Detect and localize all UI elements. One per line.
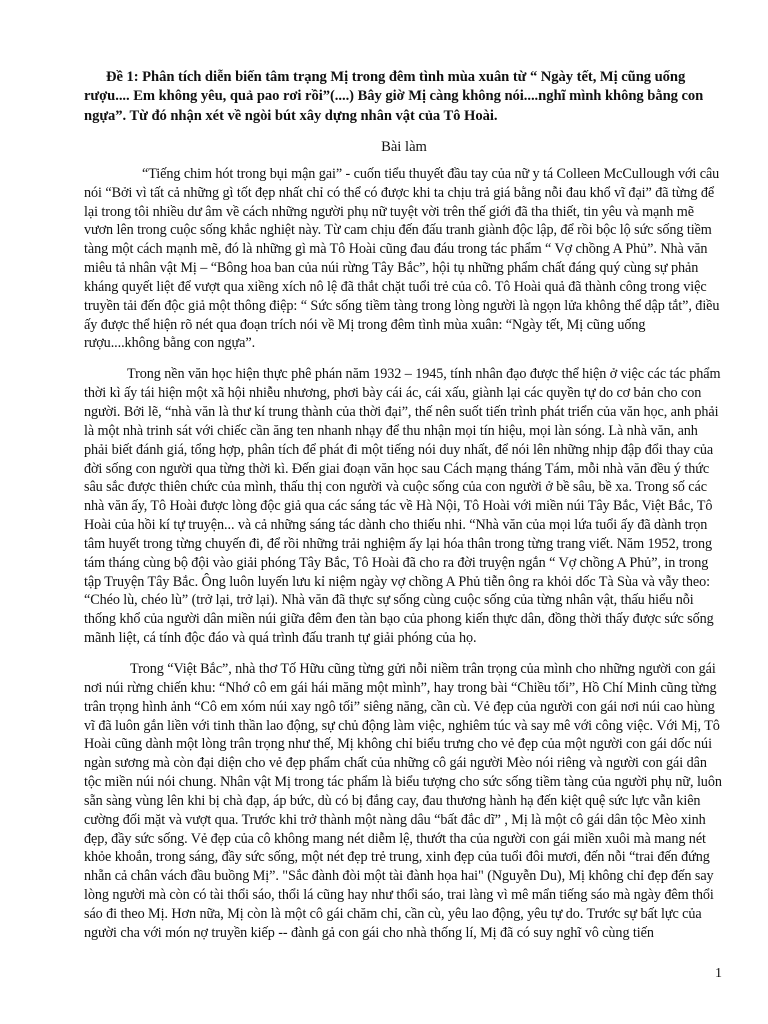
- paragraph-1: “Tiếng chim hót trong bụi mận gai” - cuốn tiểu thuyết đầu tay của nữ y tá Colleen McCullough với câu nói “Bởi vì tất cả những gì tốt đẹp nhất chỉ có thể có được khi ta chịu trả giá bằng nỗi đau khổ vĩ đại” đã từng để lại trong tôi nhiều dư âm về cách những người phụ nữ tuyệt vời trên thế giới đã tha thiết, tin yêu và mạnh mẽ vươn lên trong cuộc sống khắc nghiệt này. Từ cam chịu đến đấu tranh giành độc lập, để rồi bộc lộ sức sống tiềm tàng một cách mạnh mẽ, đó là những gì mà Tô Hoài cũng đau đáu trong tác phẩm “ Vợ chồng A Phủ”. Nhà văn miêu tả nhân vật Mị – “Bông hoa ban của núi rừng Tây Bắc”, hội tụ những phẩm chất đáng quý cùng sự phản kháng quyết liệt để vượt qua xiềng xích nô lệ đã thắt chặt tuổi trẻ của cô. Tô Hoài quả đã thành công trong việc truyền tải đến độc giả một thông điệp: “ Sức sống tiềm tàng trong lòng người là ngọn lửa không thể dập tắt”, điều ấy được thể hiện rõ nét qua đoạn trích nói về Mị trong đêm tình mùa xuân: “Ngày tết, Mị cũng uống rượu....không bằng con ngựa”.: [84, 165, 720, 352]
- document-page: [84, 68, 724, 943]
- essay-title: Đề 1: Phân tích diễn biến tâm trạng Mị trong đêm tình mùa xuân từ “ Ngày tết, Mị cũng uống rượu.... Em không yêu, quả pao rơi rồi”(....) Bây giờ Mị càng không nói....nghĩ mình không bằng con ngựa”. Từ đó nhận xét về ngòi bút xây dựng nhân vật của Tô Hoài.: [84, 69, 704, 124]
- page-number: 1: [715, 966, 722, 981]
- paragraph-2: Trong nền văn học hiện thực phê phán năm 1932 – 1945, tính nhân đạo được thể hiện ở việc các tác phẩm thời kì ấy tái hiện một xã hội nhiễu nhương, phơi bày cái ác, cái xấu, giành lại các quyền tự do cơ bản cho con người. Bởi lẽ, “nhà văn là thư kí trung thành của thời đại”, thế nên suốt tiến trình phát triển của văn học, anh phải là một nhà trinh sát với chiếc cần ăng ten nhanh nhạy để thu nhận mọi tín hiệu, mọi làn sóng. Là nhà văn, anh phải biết đánh giá, tổng hợp, phân tích để phát đi một tiếng nói duy nhất, để nói lên những nhịp đập đổi thay của đời sống con người qua từng thời kì. Đến giai đoạn văn học sau Cách mạng tháng Tám, mỗi nhà văn đều ý thức sâu sắc được thiên chức của mình, thấu thị con người và cuộc sống của con người ở bề sâu, bề xa. Trong số các nhà văn ấy, Tô Hoài được lòng độc giả qua các sáng tác về Hà Nội, Tô Hoài với miền núi Tây Bắc, Việt Bắc, Tô Hoài của hồi kí tự truyện... và cả những sáng tác dành cho thiếu nhi. “Nhà văn của mọi lứa tuổi ấy đã dành trọn tâm huyết trong từng chuyến đi, để rồi những trải nghiệm ấy lại hóa thân trong từng trang viết. Năm 1952, trong tám tháng cùng bộ đội vào giải phóng Tây Bắc, Tô Hoài đã cho ra đời truyện ngắn “ Vợ chồng A Phủ”, in trong tập Truyện Tây Bắc. Ông luôn luyến lưu kỉ niệm ngày vợ chồng A Phủ tiễn ông ra khỏi dốc Tà Sùa và vẫy theo: “Chéo lù, chéo lù” (trở lại, trở lại). Nhà văn đã thực sự sống cùng cuộc sống của từng nhân vật, thấu hiểu nỗi thống khổ của người dân miền núi giữa đêm đen tàn bạo của phong kiến thực dân, đồng thời thấy được sức sống mãnh liệt, cá tính độc đáo và quá trình đấu tranh tự giải phóng của họ.: [84, 366, 721, 647]
- essay-subtitle: Bài làm: [381, 138, 427, 155]
- paragraph-3: Trong “Việt Bắc”, nhà thơ Tố Hữu cũng từng gửi nỗi niềm trân trọng của mình cho những người con gái nơi núi rừng chiến khu: “Nhớ cô em gái hái măng một mình”, hay trong bài “Chiều tối”, Hồ Chí Minh cũng từng trân trọng hình ảnh “Cô em xóm núi xay ngô tối” siêng năng, cần cù. Vẻ đẹp của người con gái nơi núi cao hùng vĩ đã luôn gắn liền với tinh thần lao động, sự chủ động làm việc, nghiêm túc và say mê với công việc. Với Mị, Tô Hoài cũng dành một lòng trân trọng như thế, Mị không chỉ biểu trưng cho vẻ đẹp của một người con gái dốc núi ngàn sương mà còn đại diện cho vẻ đẹp phẩm chất của những cô gái người Mèo nói riêng và người con gái dân tộc miền núi nói chung. Nhân vật Mị trong tác phẩm là biểu tượng cho sức sống tiềm tàng của người phụ nữ, luôn sẵn sàng vùng lên khi bị chà đạp, áp bức, dù có bị đắng cay, đau thương hành hạ đến kiệt quệ sức lực vẫn kiên cường đối mặt và vượt qua. Trước khi trở thành một nàng dâu “bất đắc dĩ” , Mị là một cô gái dân tộc Mèo xinh đẹp, đầy sức sống. Vẻ đẹp của cô không mang nét diễm lệ, thướt tha của người con gái miền xuôi mà mang nét khỏe khoắn, trong sáng, đầy sức sống, một nét đẹp trẻ trung, xinh đẹp của tuổi đôi mươi, đến nỗi “trai đến đứng nhẵn cả chân vách đầu buồng Mị”. "Sắc đành đòi một tài đành họa hai" (Nguyễn Du), Mị không chỉ đẹp đến say lòng người mà còn có tài thổi sáo, thổi lá cũng hay như thổi sáo, trai làng vì mê mẩn tiếng sáo mà ngày đêm thổi sáo đi theo Mị. Hơn nữa, Mị còn là một cô gái chăm chỉ, cần cù, yêu lao động, yêu tự do. Trước sự bất lực của người cha với món nợ truyền kiếp -- đành gả con gái cho nhà thống lí, Mị đã có suy nghĩ vô cùng tiến: [84, 660, 722, 941]
